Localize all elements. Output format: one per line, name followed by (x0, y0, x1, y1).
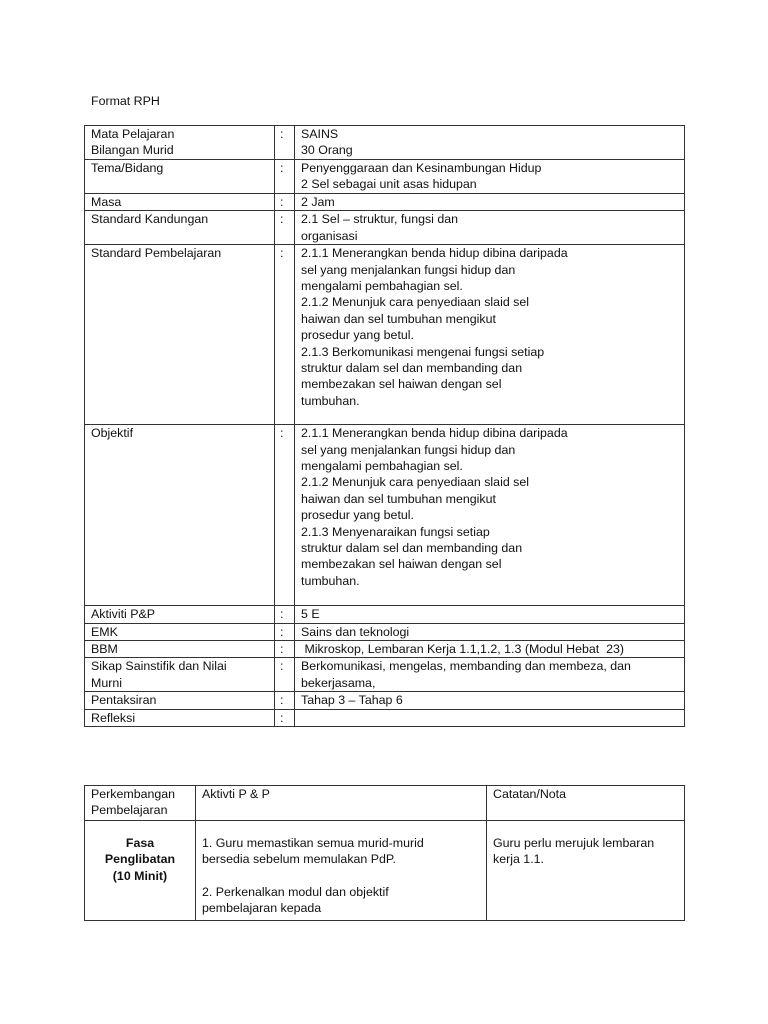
table-row (85, 692, 685, 709)
row-label: EMK (85, 623, 275, 640)
row-separator: : (275, 126, 295, 160)
row-label: Standard Kandungan (85, 211, 275, 245)
header-aktiviti: Aktivti P & P (196, 786, 487, 821)
table-row (85, 606, 685, 623)
row-label: Pentaksiran (85, 692, 275, 709)
header-perkembangan: Perkembangan Pembelajaran (85, 786, 196, 821)
table-row (85, 425, 685, 606)
pnp-table (84, 785, 685, 921)
row-separator: : (275, 658, 295, 692)
table-row (85, 126, 685, 160)
row-separator: : (275, 692, 295, 709)
row-value (295, 709, 685, 726)
row-separator: : (275, 159, 295, 193)
header-catatan: Catatan/Nota (487, 786, 685, 821)
row-value: 2.1 Sel – struktur, fungsi dan organisasi (295, 211, 685, 245)
table-row (85, 193, 685, 210)
document-title: Format RPH (91, 94, 160, 108)
row-label: Refleksi (85, 709, 275, 726)
row-label: Mata Pelajaran Bilangan Murid (85, 126, 275, 160)
row-label: Tema/Bidang (85, 159, 275, 193)
row-value: Sains dan teknologi (295, 623, 685, 640)
row-label: Masa (85, 193, 275, 210)
row-label: Standard Pembelajaran (85, 245, 275, 425)
table-row (85, 821, 685, 921)
row-value: 2 Jam (295, 193, 685, 210)
row-value: 2.1.1 Menerangkan benda hidup dibina daripada sel yang menjalankan fungsi hidup dan mengalami pembahagian sel. 2.1.2 Menunjuk cara penyediaan slaid sel haiwan dan sel tumbuhan mengikut prosedur yang betul. 2.1.3 Berkomunikasi mengenai fungsi setiap struktur dalam sel dan membanding dan membezakan sel haiwan dengan sel tumbuhan. (295, 245, 685, 425)
row-separator: : (275, 211, 295, 245)
table-header-row (85, 786, 685, 821)
table-row (85, 623, 685, 640)
rph-table (84, 125, 685, 727)
row-separator: : (275, 425, 295, 606)
table-row (85, 159, 685, 193)
row-separator: : (275, 606, 295, 623)
row-label: Sikap Sainstifik dan Nilai Murni (85, 658, 275, 692)
row-separator: : (275, 641, 295, 658)
table-row (85, 641, 685, 658)
note-cell: Guru perlu merujuk lembaran kerja 1.1. (487, 821, 685, 921)
table-row (85, 658, 685, 692)
row-separator: : (275, 623, 295, 640)
phase-label: Fasa Penglibatan (10 Minit) (85, 821, 196, 921)
row-value: SAINS 30 Orang (295, 126, 685, 160)
table-row (85, 709, 685, 726)
row-value: Tahap 3 – Tahap 6 (295, 692, 685, 709)
row-label: BBM (85, 641, 275, 658)
row-separator: : (275, 709, 295, 726)
activity-2: 2. Perkenalkan modul dan objektif pembelajaran kepada (202, 884, 389, 916)
row-label: Aktiviti P&P (85, 606, 275, 623)
row-separator: : (275, 245, 295, 425)
row-value: Berkomunikasi, mengelas, membanding dan membeza, dan bekerjasama, (295, 658, 685, 692)
activity-cell (196, 821, 487, 921)
activity-1: 1. Guru memastikan semua murid-murid bersedia sebelum memulakan PdP. (202, 836, 424, 867)
row-value: Mikroskop, Lembaran Kerja 1.1,1.2, 1.3 (Modul Hebat 23) (295, 641, 685, 658)
table-row (85, 211, 685, 245)
row-separator: : (275, 193, 295, 210)
row-label: Objektif (85, 425, 275, 606)
row-value: 5 E (295, 606, 685, 623)
table-row (85, 245, 685, 425)
row-value: Penyenggaraan dan Kesinambungan Hidup 2 Sel sebagai unit asas hidupan (295, 159, 685, 193)
row-value: 2.1.1 Menerangkan benda hidup dibina daripada sel yang menjalankan fungsi hidup dan mengalami pembahagian sel. 2.1.2 Menunjuk cara penyediaan slaid sel haiwan dan sel tumbuhan mengikut prosedur yang betul. 2.1.3 Menyenaraikan fungsi setiap struktur dalam sel dan membanding dan membezakan sel haiwan dengan sel tumbuhan. (295, 425, 685, 606)
